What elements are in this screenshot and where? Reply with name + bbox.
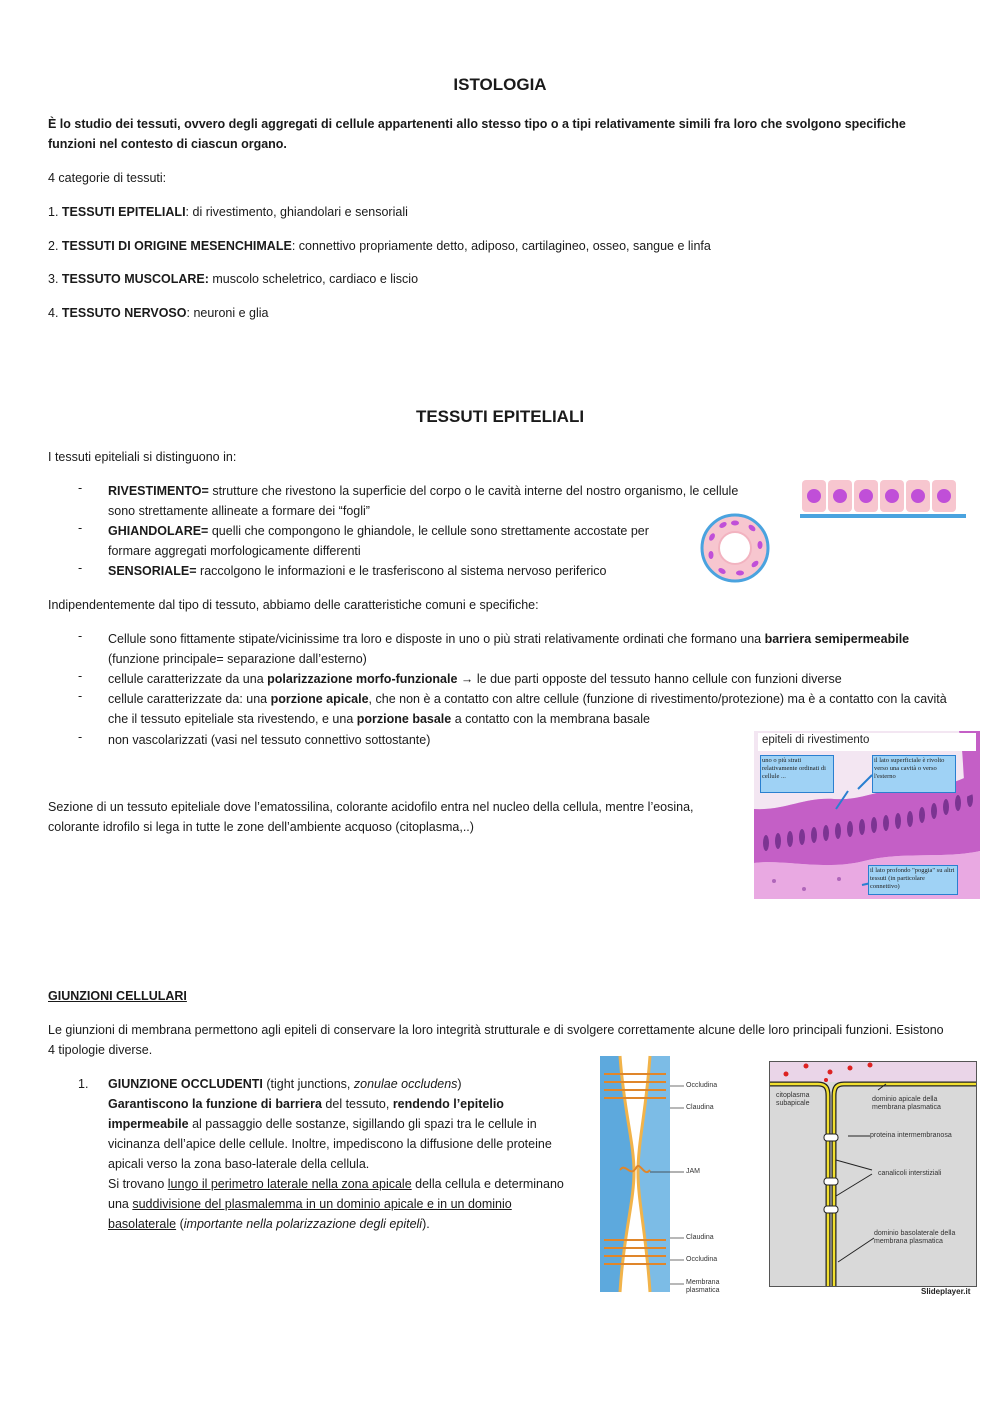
micrograph-note: il lato superficiale è rivolto verso una cavità o verso l'esterno — [872, 755, 956, 793]
fig2-label: dominio basolaterale della membrana plasmatica — [874, 1230, 956, 1245]
micrograph-note: uno o più strati relativamente ordinati di cellule ... — [760, 755, 834, 793]
tight-junction-text: GIUNZIONE OCCLUDENTI (tight junctions, zonulae occludens) Garantiscono la funzione di barriera del tessuto, rendendo l’epitelio impermeabile al passaggio delle sostanze, sigillando gli spazi tra le cellule in vicinanza dell’apice delle cellule. Inoltre, impediscono la diffusione delle proteine apicali verso la zona baso-laterale della cellula. Si trovano lungo il perimetro laterale nella zona apicale della cellula e determinano una suddivisione del plasmalemma in un dominio apicale e in un dominio basolaterale (importante nella polarizzazione degli epiteli). — [108, 1077, 564, 1231]
category-item: 2. TESSUTI DI ORIGINE MESENCHIMALE: connettivo propriamente detto, adiposo, cartilagineo, osseo, sangue e linfa — [48, 239, 711, 253]
fig2-label: proteina intermembranosa — [870, 1132, 952, 1139]
giunzioni-intro: Le giunzioni di membrana permettono agli epiteli di conservare la loro integrità strutturale e di svolgere correttamente alcune delle loro principali funzioni. Esistono 4 tipologie diverse. — [48, 1023, 944, 1057]
section-title-giunzioni: GIUNZIONI CELLULARI — [48, 989, 187, 1003]
epithelium-row-illustration — [798, 476, 968, 522]
tight-junction-schematic — [769, 1061, 977, 1287]
categories-intro: 4 categorie di tessuti: — [48, 171, 167, 185]
section-title-epiteliali: TESSUTI EPITELIALI — [415, 407, 585, 426]
fig2-label: canalicoli interstiziali — [878, 1170, 942, 1177]
epiteliali-intro: I tessuti epiteliali si distinguono in: — [48, 450, 237, 464]
micrograph-note: il lato profondo "poggia" su altri tessuti (in particolare connettivo) — [868, 865, 958, 895]
category-item: 3. TESSUTO MUSCOLARE: muscolo scheletrico, cardiaco e liscio — [48, 272, 419, 286]
page-title: ISTOLOGIA — [453, 75, 547, 94]
fig1-label: JAM — [686, 1168, 700, 1175]
fig1-label: Occludina — [686, 1256, 718, 1263]
category-item: 1. TESSUTI EPITELIALI: di rivestimento, ghiandolari e sensoriali — [48, 205, 408, 219]
fig1-label: Claudina — [686, 1234, 714, 1241]
fig2-label: citoplasma subapicale — [776, 1092, 810, 1107]
features-intro: Indipendentemente dal tipo di tessuto, abbiamo delle caratteristiche comuni e specifiche: — [48, 598, 539, 612]
fig1-label: Membrana plasmatica — [686, 1279, 720, 1294]
fig1-label: Occludina — [686, 1082, 718, 1089]
micrograph-title: epiteli di rivestimento — [762, 734, 870, 746]
section-description: Sezione di un tessuto epiteliale dove l’ematossilina, colorante acidofilo entra nel nucleo della cellula, mentre l’eosina, colorante idrofilo si lega in tutte le zone dell’ambiente acquoso (citoplasma,..) — [48, 800, 694, 834]
category-item: 4. TESSUTO NERVOSO: neuroni e glia — [48, 306, 269, 320]
list-number: 1. — [78, 1077, 89, 1091]
fig1-label: Claudina — [686, 1104, 714, 1111]
fig2-label: dominio apicale della membrana plasmatica — [872, 1096, 941, 1111]
intro-definition: È lo studio dei tessuti, ovvero degli aggregati di cellule appartenenti allo stesso tipo o a tipi relativamente simili fra loro che svolgono specifiche funzioni nel contesto di ciascun organo. — [48, 117, 906, 151]
epithelium-micrograph — [754, 731, 980, 899]
gland-ring-illustration — [696, 513, 774, 583]
image-credit: Slideplayer.it — [921, 1287, 971, 1296]
